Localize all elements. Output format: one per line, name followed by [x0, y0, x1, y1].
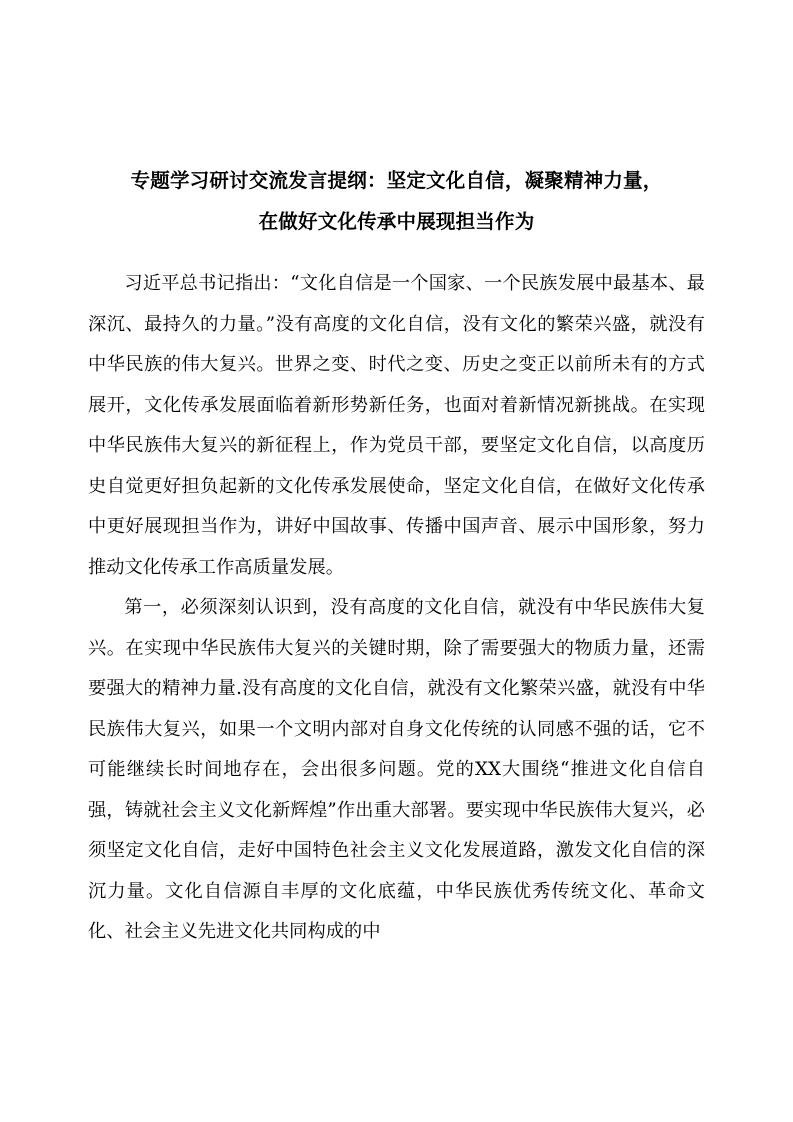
- page-title-line-1: 专题学习研讨交流发言提纲：坚定文化自信，凝聚精神力量，: [130, 169, 663, 192]
- body-paragraph-2: 第一，必须深刻认识到，没有高度的文化自信，就没有中华民族伟大复兴。在实现中华民族伟大复兴的关键时期，除了需要强大的物质力量，还需要强大的精神力量.没有高度的文化自信，就没有文化繁荣兴盛，就没有中华民族伟大复兴，如果一个文明内部对自身文化传统的认同感不强的话，它不可能继续长时间地存在，会出很多问题。党的XX大围绕“推进文化自信自强，铸就社会主义文化新辉煌”作出重大部署。要实现中华民族伟大复兴，必须坚定文化自信，走好中国特色社会主义文化发展道路，激发文化自信的深沉力量。文化自信源自丰厚的文化底蕴，中华民族优秀传统文化、革命文化、社会主义先进文化共同构成的中: [88, 597, 705, 942]
- body-paragraph-1: 习近平总书记指出：“文化自信是一个国家、一个民族发展中最基本、最深沉、最持久的力量。”没有高度的文化自信，没有文化的繁荣兴盛，就没有中华民族的伟大复兴。世界之变、时代之变、历史之变正以前所未有的方式展开，文化传承发展面临着新形势新任务，也面对着新情况新挑战。在实现中华民族伟大复兴的新征程上，作为党员干部，要坚定文化自信，以高度历史自觉更好担负起新的文化传承发展使命，坚定文化自信，在做好文化传承中更好展现担当作为，讲好中国故事、传播中国声音、展示中国形象，努力推动文化传承工作高质量发展。: [88, 273, 705, 578]
- page-title-line-2: 在做好文化传承中展现担当作为: [258, 210, 535, 233]
- page-title: [88, 160, 705, 242]
